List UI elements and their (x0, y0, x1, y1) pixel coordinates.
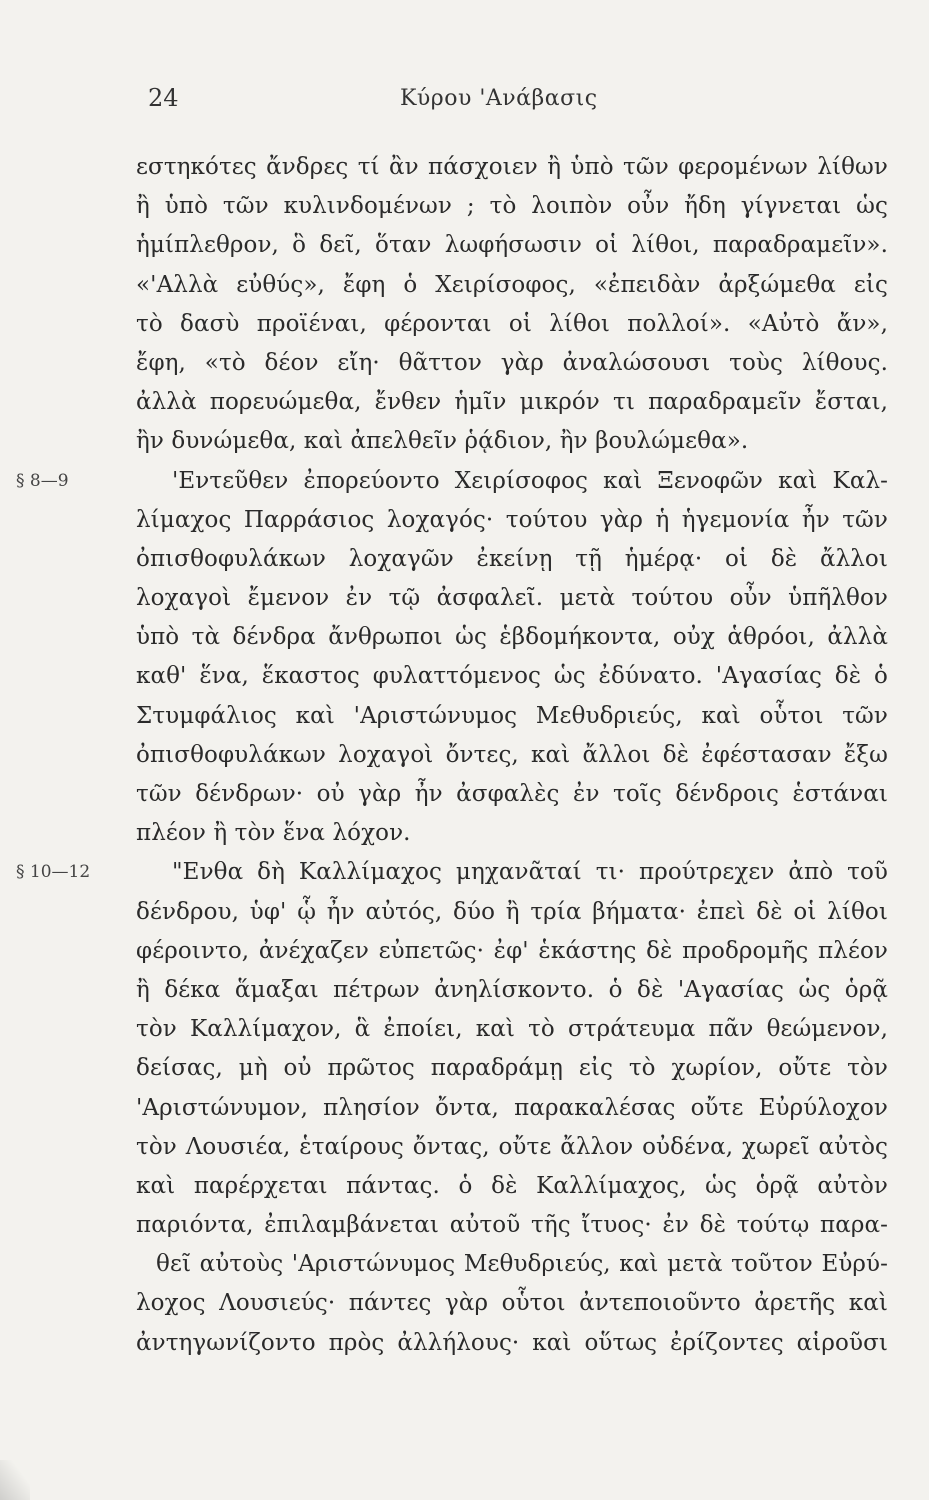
text-line-content: 'Εντεῦθεν ἐπορεύοντο Χειρίσοφος καὶ Ξενοφῶν καὶ Καλ- (172, 467, 888, 494)
text-line: λοχαγοὶ ἔμενον ἐν τῷ ἀσφαλεῖ. μετὰ τούτου οὖν ὑπῆλθον (136, 585, 888, 612)
text-line: «'Αλλὰ εὐθύς», ἔφη ὁ Χειρίσοφος, «ἐπειδὰν ἀρξώμεθα εἰς (136, 271, 888, 298)
text-line: τὸ δασὺ προϊέναι, φέρονται οἱ λίθοι πολλοί». «Αὐτὸ ἄν», (136, 310, 888, 337)
text-line: πλέον ἢ τὸν ἕνα λόχον. (136, 820, 411, 847)
page-header (140, 84, 900, 124)
page-edge-stain (0, 1460, 30, 1500)
text-line: 'Αριστώνυμον, πλησίον ὄντα, παρακαλέσας οὔτε Εὐρύλοχον (136, 1094, 888, 1121)
text-line: φέροιντο, ἀνέχαζεν εὐπετῶς· ἐφ' ἑκάστης δὲ προδρομῆς πλέον (136, 937, 888, 964)
text-line: εστηκότες ἄνδρες τί ἂν πάσχοιεν ἢ ὑπὸ τῶν φερομένων λίθων (136, 154, 888, 180)
text-line: ὑπὸ τὰ δένδρα ἄνθρωποι ὡς ἑβδομήκοντα, οὐχ ἁθρόοι, ἀλλὰ (136, 624, 888, 651)
text-line: Στυμφάλιος καὶ 'Αριστώνυμος Μεθυδριεύς, καὶ οὗτοι τῶν (136, 702, 888, 729)
section-marker: § 10—12 (16, 862, 91, 883)
text-line: δένδρου, ὑφ' ᾧ ἦν αὐτός, δύο ἢ τρία βήματα· ἐπεὶ δὲ οἱ λίθοι (136, 898, 888, 925)
text-line: δείσας, μὴ οὐ πρῶτος παραδράμῃ εἰς τὸ χωρίον, οὔτε τὸν (136, 1055, 888, 1082)
text-line: ὀπισθοφυλάκων λοχαγοὶ ὄντες, καὶ ἄλλοι δὲ ἐφέστασαν ἔξω (136, 741, 888, 768)
text-line: ὀπισθοφυλάκων λοχαγῶν ἐκείνῃ τῇ ἡμέρᾳ· οἱ δὲ ἄλλοι (136, 545, 888, 572)
text-line: ἢ δέκα ἅμαξαι πέτρων ἀνηλίσκοντο. ὁ δὲ 'Αγασίας ὡς ὁρᾷ (136, 976, 888, 1003)
text-line: καθ' ἕνα, ἕκαστος φυλαττόμενος ὡς ἐδύνατο. 'Αγασίας δὲ ὁ (136, 663, 888, 690)
text-line: τὸν Λουσιέα, ἑταίρους ὄντας, οὔτε ἄλλον οὐδένα, χωρεῖ αὐτὸς (136, 1133, 888, 1160)
section-marker: § 8—9 (16, 470, 69, 491)
text-line: ἔφη, «τὸ δέον εἴη· θᾶττον γὰρ ἀναλώσουσι τοὺς λίθους. (136, 349, 888, 376)
text-line: τὸν Καλλίμαχον, ἃ ἐποίει, καὶ τὸ στράτευμα πᾶν θεώμενον, (136, 1016, 888, 1043)
text-line: ἡμίπλεθρον, ὃ δεῖ, ὅταν λωφήσωσιν οἱ λίθοι, παραδραμεῖν». (136, 232, 888, 259)
text-line: λίμαχος Παρράσιος λοχαγός· τούτου γὰρ ἡ ἡγεμονία ἦν τῶν (136, 506, 888, 533)
text-line: λοχος Λουσιεύς· πάντες γὰρ οὗτοι ἀντεποιοῦντο ἀρετῆς καὶ (136, 1290, 888, 1317)
text-line-content: "Ενθα δὴ Καλλίμαχος μηχανᾶταί τι· προύτρεχεν ἀπὸ τοῦ (172, 859, 888, 886)
text-line (16, 853, 888, 892)
text-line: καὶ παρέρχεται πάντας. ὁ δὲ Καλλίμαχος, ὡς ὁρᾷ αὐτὸν (136, 1172, 888, 1199)
running-title: Κύρου 'Ανάβασις (400, 86, 598, 111)
text-line: ἀντηγωνίζοντο πρὸς ἀλλήλους· καὶ οὕτως ἐρίζοντες αἱροῦσι (136, 1329, 888, 1356)
text-line: ἢ ὑπὸ τῶν κυλινδομένων ; τὸ λοιπὸν οὖν ἤδη γίγνεται ὡς (136, 193, 888, 220)
text-line: τῶν δένδρων· οὐ γὰρ ἦν ἀσφαλὲς ἐν τοῖς δένδροις ἑστάναι (136, 781, 888, 807)
text-line (16, 462, 888, 501)
text-line: θεῖ αὐτοὺς 'Αριστώνυμος Μεθυδριεύς, καὶ μετὰ τοῦτον Εὐρύ- (156, 1251, 888, 1278)
page-number: 24 (148, 84, 179, 112)
text-line: παριόντα, ἐπιλαμβάνεται αὐτοῦ τῆς ἴτυος· ἐν δὲ τούτῳ παρα- (136, 1212, 888, 1239)
text-line: ἢν δυνώμεθα, καὶ ἀπελθεῖν ῥᾴδιον, ἢν βουλώμεθα». (136, 428, 749, 455)
body-text (16, 148, 888, 1363)
text-line: ἀλλὰ πορευώμεθα, ἔνθεν ἡμῖν μικρόν τι παραδραμεῖν ἔσται, (136, 389, 888, 416)
